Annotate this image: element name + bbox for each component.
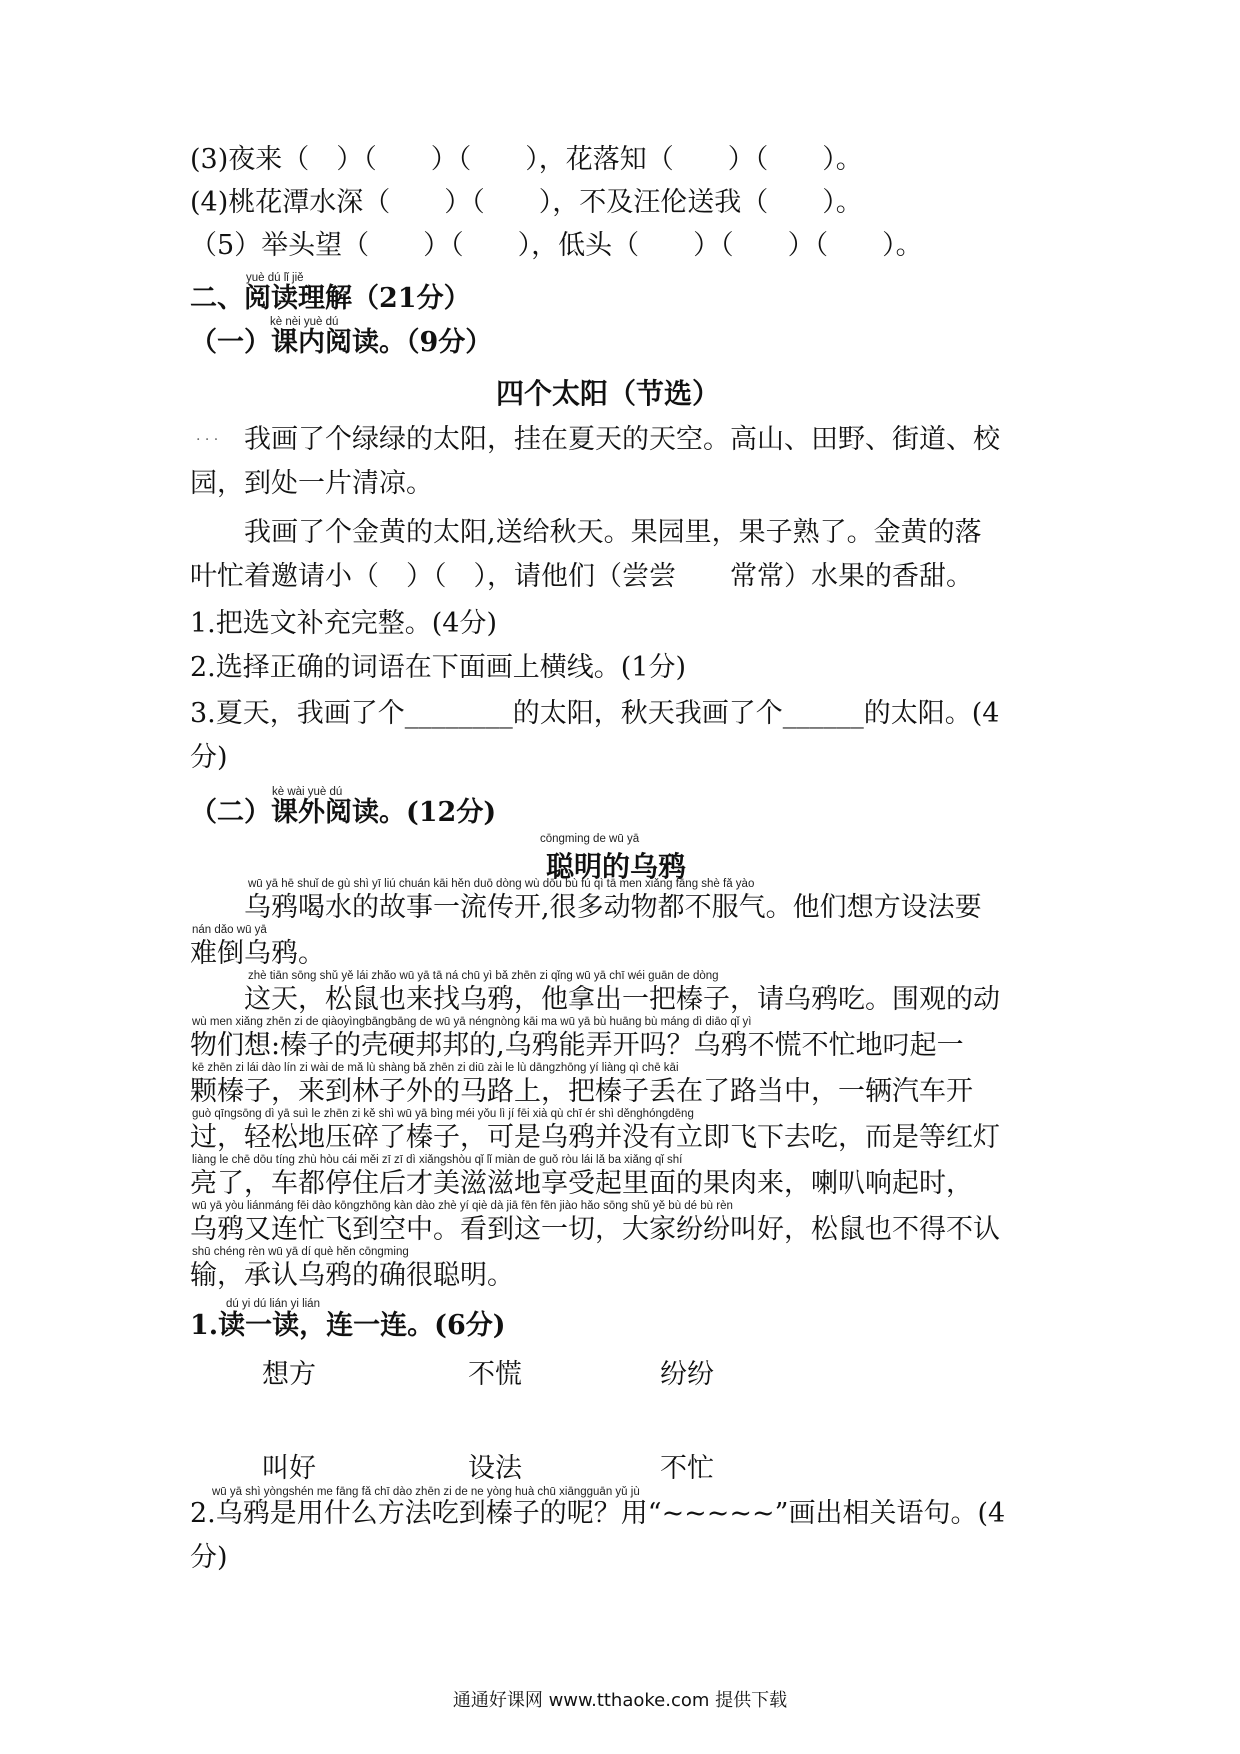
passage2-pinyin-line: shū chéng rèn wū yā dí què hěn cōngming <box>192 1246 409 1258</box>
match-bottom-word: 不忙 <box>660 1453 714 1484</box>
passage2-text-line: 输，承认乌鸦的确很聪明。 <box>190 1260 514 1291</box>
passage2-pinyin-line: wū yā hē shuǐ de gù shì yī liú chuán kāi hěn duō dòng wù dōu bù fú qì tā men xiǎng fāng shè fǎ yào <box>248 878 755 890</box>
poem-line-3: (3)夜来（ ）（ ）（ ），花落知（ ）（ ）。 <box>190 144 863 175</box>
passage2-pinyin-line: nán dǎo wū yā <box>192 924 267 936</box>
part1-question-3-line2: 分) <box>190 742 228 773</box>
passage1-title: 四个太阳（节选） <box>496 377 721 410</box>
part1-question-3-line1: 3.夏天，我画了个________的太阳，秋天我画了个______的太阳。(4 <box>190 698 1000 729</box>
scan-dots: . . . <box>196 428 219 444</box>
passage2-pinyin-line: wū yā yòu liánmáng fēi dào kōngzhōng kàn dào zhè yí qiè dà jiā fēn fēn jiào hǎo sōng shǔ yě bù dé bù rèn <box>192 1200 733 1212</box>
poem-line-5: （5）举头望（ ）（ ），低头（ ）（ ）（ ）。 <box>190 230 923 261</box>
passage2-text-line: 亮了，车都停住后才美滋滋地享受起里面的果肉来，喇叭响起时， <box>190 1168 973 1199</box>
part2-title: （二）课外阅读。(12分) <box>190 797 497 828</box>
passage2-pinyin-line: kē zhēn zi lái dào lín zi wài de mǎ lù shàng bǎ zhēn zi diū zài le lù dāngzhōng yí liàng qì chē kāi <box>192 1062 679 1074</box>
passage1-para2-line2: 叶忙着邀请小（ ）（ ），请他们（尝尝 常常）水果的香甜。 <box>190 561 973 592</box>
part1-title: （一）课内阅读。（9分） <box>190 327 493 358</box>
passage2-text-line: 过，轻松地压碎了榛子，可是乌鸦并没有立即飞下去吃，而是等红灯 <box>190 1122 1000 1153</box>
match-top-word: 不慌 <box>468 1359 522 1390</box>
passage1-para2-line1: 我画了个金黄的太阳,送给秋天。果园里，果子熟了。金黄的落 <box>244 517 982 548</box>
passage2-text-line: 这天，松鼠也来找乌鸦，他拿出一把榛子，请乌鸦吃。围观的动 <box>190 984 1000 1015</box>
passage2-pinyin-line: liàng le chē dōu tíng zhù hòu cái měi zī zī dì xiǎngshòu qǐ lǐ miàn de guǒ ròu lái lǎ ba xiǎng qǐ shí <box>192 1154 683 1166</box>
passage2-title: 聪明的乌鸦 <box>546 850 687 883</box>
part2-q1-pinyin: dú yi dú lián yi lián <box>226 1298 320 1310</box>
match-top-word: 纷纷 <box>660 1359 714 1390</box>
passage1-para1-line1: 我画了个绿绿的太阳，挂在夏天的天空。高山、田野、街道、校 <box>244 424 1000 455</box>
section2-title: 二、阅读理解（21分） <box>190 283 471 314</box>
part2-pinyin: kè wài yuè dú <box>272 786 343 798</box>
match-bottom-word: 叫好 <box>262 1453 316 1484</box>
passage2-pinyin-line: wù men xiǎng zhēn zi de qiàoyìngbāngbāng de wū yā néngnòng kāi ma wū yā bù huāng bù máng dì diāo qǐ yì <box>192 1016 752 1028</box>
part2-q2-pinyin: wū yā shì yòngshén me fāng fǎ chī dào zhēn zi de ne yòng huà chū xiāngguān yǔ jù <box>212 1486 640 1498</box>
match-top-word: 想方 <box>262 1359 316 1390</box>
passage2-text-line: 物们想:榛子的壳硬邦邦的,乌鸦能弄开吗？乌鸦不慌不忙地叼起一 <box>190 1030 964 1061</box>
part2-question-1: 1.读一读，连一连。(6分) <box>190 1310 506 1341</box>
passage2-pinyin-line: guò qīngsōng dì yā suì le zhēn zi kě shì wū yā bìng méi yǒu lì jí fēi xià qù chī ér shì děnghóngdēng <box>192 1108 694 1120</box>
part1-question-1: 1.把选文补充完整。(4分) <box>190 608 498 639</box>
poem-line-4: (4)桃花潭水深（ ）（ ），不及汪伦送我（ ）。 <box>190 187 863 218</box>
part2-question-2-line2: 分) <box>190 1542 228 1573</box>
passage2-text-line: 乌鸦喝水的故事一流传开,很多动物都不服气。他们想方设法要 <box>244 892 982 923</box>
footer-text: 通通好课网 www.tthaoke.com 提供下载 <box>452 1690 788 1711</box>
passage2-text-line: 乌鸦又连忙飞到空中。看到这一切，大家纷纷叫好，松鼠也不得不认 <box>190 1214 1000 1245</box>
passage2-title-pinyin: cōngming de wū yā <box>540 833 640 845</box>
passage1-para1-line2: 园，到处一片清凉。 <box>190 468 433 499</box>
part1-pinyin: kè nèi yuè dú <box>270 316 339 328</box>
part2-question-2-line1: 2.乌鸦是用什么方法吃到榛子的呢？用“~~~~~”画出相关语句。(4 <box>190 1498 1006 1529</box>
part1-question-2: 2.选择正确的词语在下面画上横线。(1分) <box>190 652 687 683</box>
passage2-text-line: 难倒乌鸦。 <box>190 938 325 969</box>
section2-pinyin: yuè dú lǐ jiě <box>246 272 304 284</box>
match-bottom-word: 设法 <box>468 1453 522 1484</box>
passage2-pinyin-line: zhè tiān sōng shǔ yě lái zhǎo wū yā tā ná chū yì bǎ zhēn zi qǐng wū yā chī wéi guān de dòng <box>248 970 719 982</box>
passage2-text-line: 颗榛子，来到林子外的马路上，把榛子丢在了路当中，一辆汽车开 <box>190 1076 973 1107</box>
